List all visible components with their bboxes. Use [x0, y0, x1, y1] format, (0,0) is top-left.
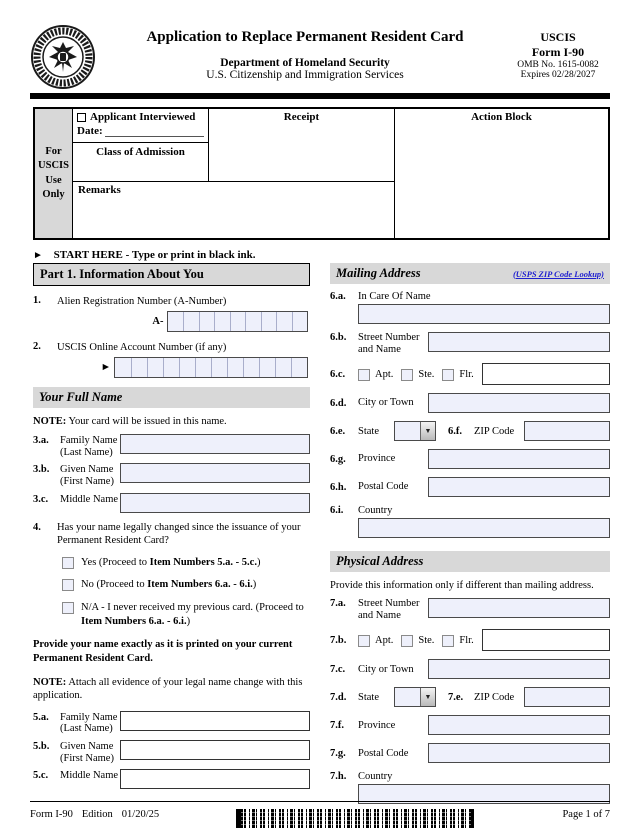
- field-row-6i: 6.i. Country: [330, 505, 610, 538]
- part1-header: Part 1. Information About You: [33, 263, 310, 286]
- arrow-icon: ►: [100, 362, 111, 374]
- header-omb-number: OMB No. 1615-0082: [517, 60, 599, 70]
- chevron-down-icon: ▼: [420, 688, 435, 706]
- mailing-country-input[interactable]: [358, 518, 610, 538]
- mailing-city-input[interactable]: [428, 393, 610, 413]
- middle-name-input-5c[interactable]: [120, 769, 310, 789]
- a-number-input[interactable]: [167, 311, 309, 332]
- field-row-6d: 6.d. City or Town: [330, 393, 610, 413]
- field-row-7a: 7.a. Street Number and Name: [330, 598, 610, 621]
- uscis-use-only-table: [33, 107, 610, 240]
- mailing-ste-checkbox[interactable]: [401, 369, 413, 381]
- applicant-interviewed-label: Applicant Interviewed: [90, 111, 196, 123]
- field-row-6g: 6.g. Province: [330, 449, 610, 469]
- field-row-7g: 7.g. Postal Code: [330, 743, 610, 763]
- item1-number: 1.: [33, 295, 41, 306]
- yes-checkbox[interactable]: [62, 557, 74, 569]
- physical-state-dropdown[interactable]: [394, 687, 436, 707]
- physical-address-header: Physical Address: [330, 551, 610, 572]
- mailing-postal-input[interactable]: [428, 477, 610, 497]
- field-row-7d-7e: 7.d. State ▼ 7.e. ZIP Code: [330, 687, 610, 707]
- header-uscis: USCIS: [540, 30, 576, 44]
- given-name-input-5b[interactable]: [120, 740, 310, 760]
- receipt-cell: Receipt: [283, 111, 320, 123]
- date-entry-line[interactable]: [105, 126, 204, 137]
- middle-name-input-3c[interactable]: [120, 493, 310, 513]
- option-yes: Yes (Proceed to Item Numbers 5.a. - 5.c.): [62, 556, 310, 570]
- option-na: N/A - I never received my previous card. (Proceed to Item Numbers 6.a. - 6.i.): [62, 601, 310, 628]
- physical-flr-checkbox[interactable]: [442, 635, 454, 647]
- applicant-interviewed-checkbox[interactable]: [77, 113, 86, 122]
- barcode: [236, 809, 474, 828]
- no-checkbox[interactable]: [62, 579, 74, 591]
- physical-zip-input[interactable]: [524, 687, 610, 707]
- mailing-state-dropdown[interactable]: [394, 421, 436, 441]
- family-name-input-5a[interactable]: [120, 711, 310, 731]
- field-row-6a: 6.a. In Care Of Name: [330, 291, 610, 324]
- field-row-7h: 7.h. Country: [330, 771, 610, 804]
- start-here-text: START HERE - Type or print in black ink.: [53, 249, 256, 261]
- footer-page-number: Page 1 of 7: [562, 809, 610, 820]
- field-row-3b: 3.b. Given Name (First Name): [33, 463, 310, 487]
- physical-ste-checkbox[interactable]: [401, 635, 413, 647]
- mailing-address-header: Mailing Address (USPS ZIP Code Lookup): [330, 263, 610, 284]
- na-checkbox[interactable]: [62, 602, 74, 614]
- physical-address-intro: Provide this information only if different than mailing address.: [330, 580, 594, 592]
- physical-unit-number-input[interactable]: [482, 629, 610, 651]
- start-here-line: [33, 249, 256, 261]
- your-full-name-header: Your Full Name: [33, 387, 310, 408]
- field-row-6h: 6.h. Postal Code: [330, 477, 610, 497]
- field-row-3c: 3.c. Middle Name: [33, 493, 310, 513]
- field-row-7c: 7.c. City or Town: [330, 659, 610, 679]
- footer-edition: Form I-90 Edition 01/20/25: [30, 809, 160, 820]
- physical-postal-input[interactable]: [428, 743, 610, 763]
- mailing-street-input[interactable]: [428, 332, 610, 352]
- printed-name-instruction: Provide your name exactly as it is printed on your current Permanent Resident Card.: [33, 639, 293, 665]
- physical-street-input[interactable]: [428, 598, 610, 618]
- field-row-7f: 7.f. Province: [330, 715, 610, 735]
- field-row-6b: 6.b. Street Number and Name: [330, 332, 610, 355]
- mailing-flr-checkbox[interactable]: [442, 369, 454, 381]
- a-number-prefix: A-: [152, 316, 164, 328]
- family-name-input-3a[interactable]: [120, 434, 310, 454]
- field-row-3a: 3.a. Family Name (Last Name): [33, 434, 310, 458]
- given-name-input-3b[interactable]: [120, 463, 310, 483]
- online-account-number-input[interactable]: [114, 357, 308, 378]
- option-no: No (Proceed to Item Numbers 6.a. - 6.i.): [62, 578, 310, 592]
- mailing-apt-checkbox[interactable]: [358, 369, 370, 381]
- field-row-6c: 6.c. Apt. Ste. Flr.: [330, 363, 610, 385]
- usps-zip-lookup-link[interactable]: (USPS ZIP Code Lookup): [512, 268, 604, 279]
- uscis-use-only-label: For USCIS Use Only: [35, 109, 73, 238]
- mailing-zip-input[interactable]: [524, 421, 610, 441]
- field-row-6e-6f: 6.e. State ▼ 6.f. ZIP Code: [330, 421, 610, 441]
- applicant-interviewed-cell: [73, 109, 208, 143]
- physical-apt-checkbox[interactable]: [358, 635, 370, 647]
- field-row-5c: 5.c. Middle Name: [33, 769, 310, 789]
- field-row-5a: 5.a. Family Name (Last Name): [33, 711, 310, 735]
- date-label: Date:: [77, 125, 103, 137]
- class-of-admission-cell: Class of Admission: [96, 146, 185, 158]
- action-block-cell: Action Block: [394, 109, 608, 238]
- header-divider-bar: [30, 93, 610, 99]
- in-care-of-input[interactable]: [358, 304, 610, 324]
- remarks-cell: Remarks: [78, 184, 121, 196]
- field-row-5b: 5.b. Given Name (First Name): [33, 740, 310, 764]
- form-header: [30, 22, 610, 95]
- mailing-province-input[interactable]: [428, 449, 610, 469]
- page-footer: [30, 801, 610, 828]
- header-agency: U.S. Citizenship and Immigration Services: [206, 69, 404, 81]
- header-form-number: Form I-90: [531, 45, 585, 59]
- item4-question: 4. Has your name legally changed since the issuance of your Permanent Resident Card?: [33, 521, 301, 546]
- field-row-7b: 7.b. Apt. Ste. Flr.: [330, 629, 610, 651]
- mailing-unit-number-input[interactable]: [482, 363, 610, 385]
- physical-city-input[interactable]: [428, 659, 610, 679]
- printed-name-note: NOTE: Attach all evidence of your legal name change with this application.: [33, 676, 303, 702]
- full-name-note: NOTE: Your card will be issued in this name.: [33, 416, 227, 428]
- header-expiration: Expires 02/28/2027: [520, 70, 596, 80]
- chevron-down-icon: ▼: [420, 422, 435, 440]
- physical-province-input[interactable]: [428, 715, 610, 735]
- header-department: Department of Homeland Security: [220, 57, 390, 69]
- item2-number: 2.: [33, 341, 41, 353]
- item2-label: USCIS Online Account Number (if any): [57, 342, 227, 354]
- item1-label: Alien Registration Number (A-Number): [57, 296, 227, 307]
- page-title: Application to Replace Permanent Resident Card: [146, 29, 464, 45]
- start-arrow-icon: ►: [33, 250, 43, 261]
- dhs-seal-logo: [30, 22, 104, 95]
